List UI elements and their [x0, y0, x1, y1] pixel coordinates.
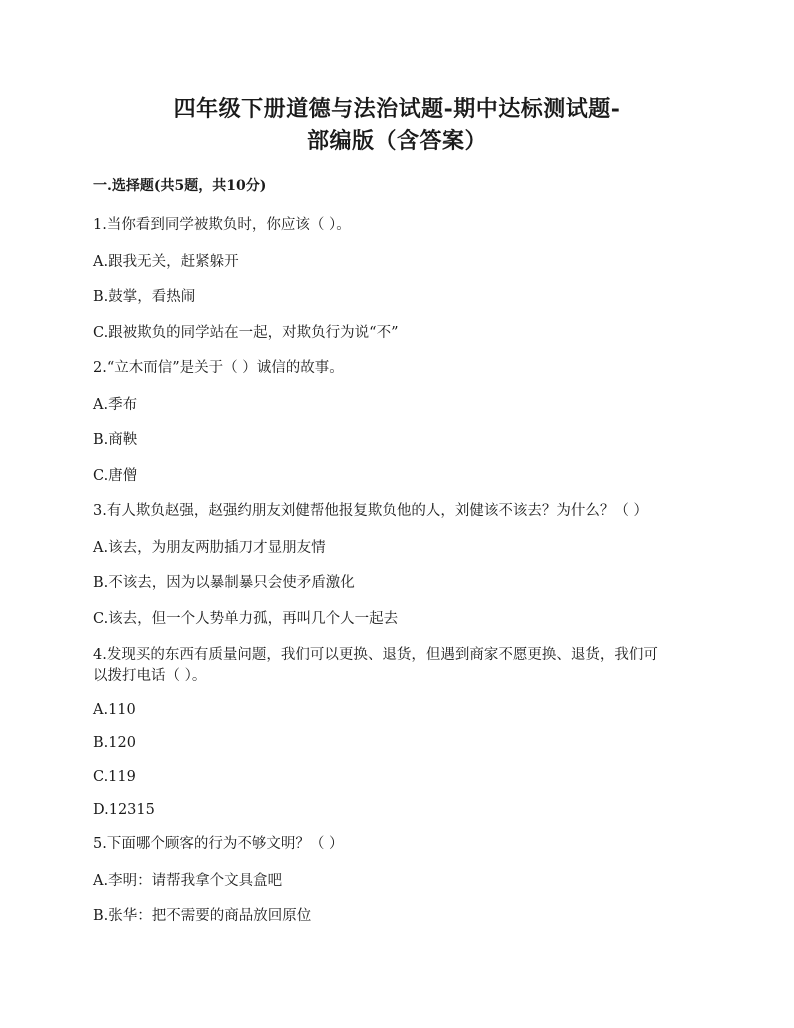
question-2-option-b: B.商鞅	[93, 432, 138, 448]
document-title-line-2: 部编版（含答案）	[306, 128, 487, 154]
question-2-stem: 2.“立木而信”是关于（ ）诚信的故事。	[93, 360, 344, 376]
question-5-option-b: B.张华：把不需要的商品放回原位	[93, 908, 312, 924]
question-5-option-a: A.李明：请帮我拿个文具盒吧	[93, 873, 283, 889]
question-3-option-b: B.不该去，因为以暴制暴只会使矛盾激化	[93, 575, 355, 591]
question-1-stem: 1.当你看到同学被欺负时，你应该（ ）。	[93, 217, 351, 233]
question-1-option-b: B.鼓掌，看热闹	[93, 289, 196, 305]
question-4-option-a: A.110	[93, 702, 136, 718]
section-heading: 一.选择题(共5题，共10分)	[93, 178, 267, 194]
question-4-option-d: D.12315	[93, 802, 155, 818]
question-4-option-b: B.120	[93, 735, 136, 751]
question-3-option-c: C.该去，但一个人势单力孤，再叫几个人一起去	[93, 611, 399, 627]
question-4-stem-line-1: 4.发现买的东西有质量问题，我们可以更换、退货，但遇到商家不愿更换、退货，我们可	[93, 647, 658, 663]
question-5-stem: 5.下面哪个顾客的行为不够文明？（ ）	[93, 836, 344, 852]
question-1-option-a: A.跟我无关，赶紧躲开	[93, 254, 239, 270]
question-1-option-c: C.跟被欺负的同学站在一起，对欺负行为说“不”	[93, 325, 399, 341]
question-3-stem: 3.有人欺负赵强，赵强约朋友刘健帮他报复欺负他的人，刘健该不该去？为什么？（ ）	[93, 503, 648, 519]
question-4-option-c: C.119	[93, 769, 136, 785]
question-3-option-a: A.该去，为朋友两肋插刀才显朋友情	[93, 540, 326, 556]
document-title-line-1: 四年级下册道德与法治试题-期中达标测试题-	[173, 96, 621, 122]
question-4-stem-line-2: 以拨打电话（ ）。	[93, 668, 207, 684]
question-2-option-a: A.季布	[93, 397, 138, 413]
question-2-option-c: C.唐僧	[93, 468, 138, 484]
